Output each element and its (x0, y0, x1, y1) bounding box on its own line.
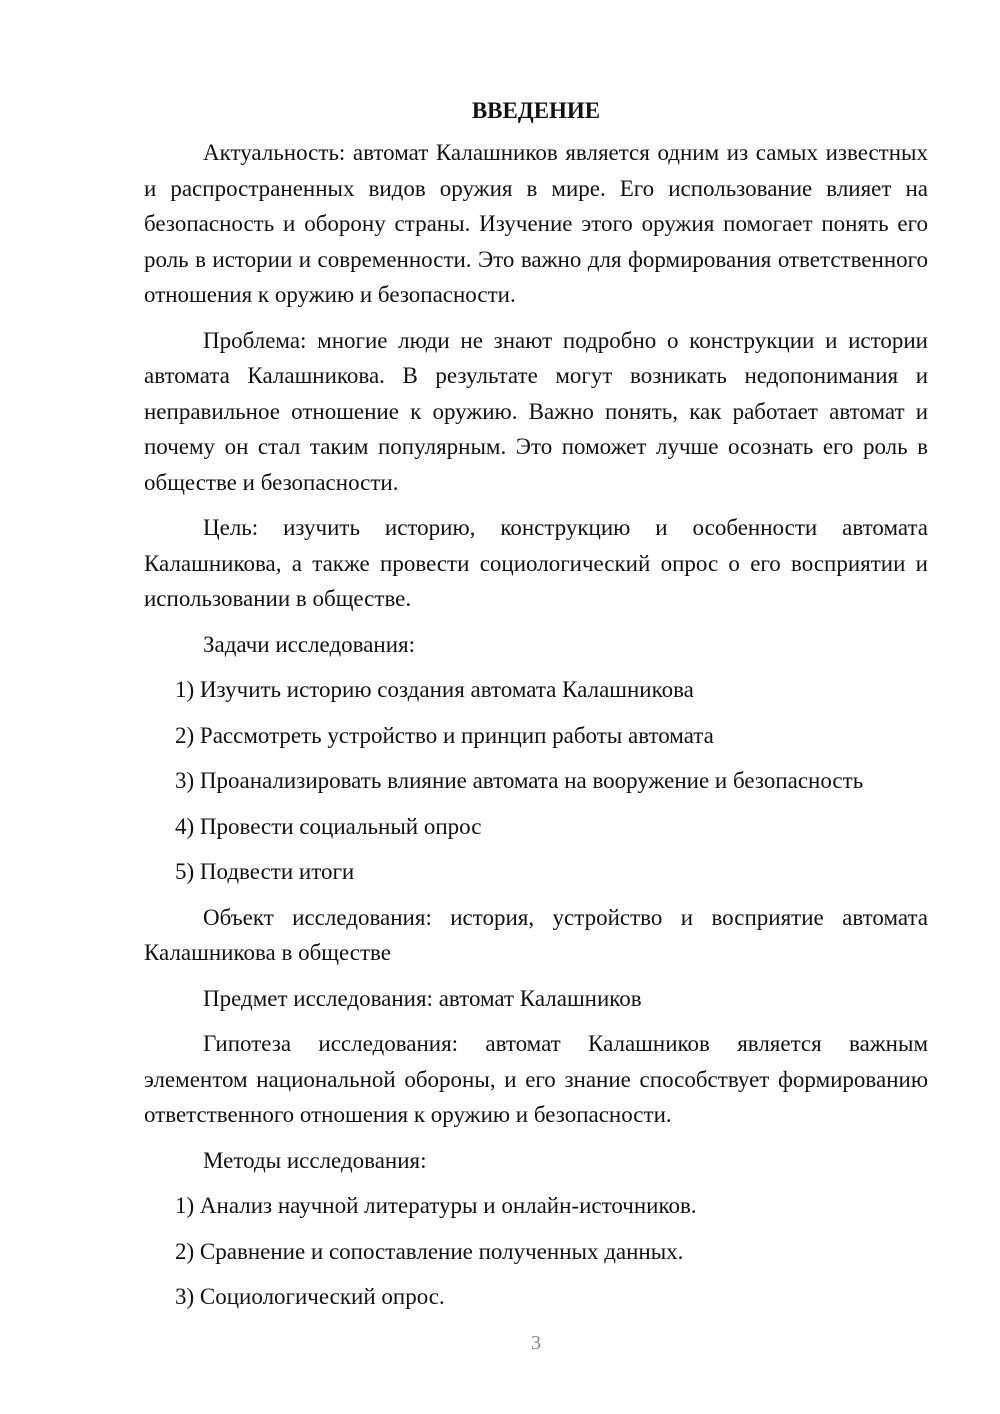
method-item: 2) Сравнение и сопоставление полученных данных. (175, 1238, 684, 1264)
problem-paragraph: Проблема: многие люди не знают подробно о конструкции и истории автомата Калашникова. В результате могут возникать недопонимания и неправильное отношение к оружию. Важно понять, как работает автомат и почему он стал таким популярным. Это поможет лучше осознать его роль в обществе и безопасности. (144, 327, 928, 495)
task-item: 4) Провести социальный опрос (175, 813, 482, 839)
relevance-paragraph: Актуальность: автомат Калашников является одним из самых известных и распространенных видов оружия в мире. Его использование влияет на безопасность и оборону страны. Изучение этого оружия помогает понять его роль в истории и современности. Это важно для формирования ответственного отношения к оружию и безопасности. (144, 140, 928, 307)
goal-paragraph: Цель: изучить историю, конструкцию и особенности автомата Калашникова, а также провести социологический опрос о его восприятии и использовании в обществе. (144, 515, 928, 611)
methods-heading: Методы исследования: (203, 1147, 427, 1173)
method-item: 3) Социологический опрос. (175, 1284, 445, 1309)
task-item: 3) Проанализировать влияние автомата на вооружение и безопасность (175, 768, 864, 793)
tasks-heading: Задачи исследования: (203, 631, 416, 657)
task-item: 1) Изучить историю создания автомата Калашникова (175, 677, 694, 702)
task-item: 2) Рассмотреть устройство и принцип работы автомата (175, 722, 714, 748)
section-title: ВВЕДЕНИЕ (471, 98, 601, 123)
task-item: 5) Подвести итоги (175, 859, 355, 884)
object-paragraph: Объект исследования: история, устройство и восприятие автомата Калашникова в обществе (144, 904, 928, 965)
subject-paragraph: Предмет исследования: автомат Калашников (203, 985, 642, 1011)
hypothesis-paragraph: Гипотеза исследования: автомат Калашников является важным элементом национальной обороны, и его знание способствует формированию ответственного отношения к оружию и безопасности. (144, 1031, 928, 1127)
page-number: 3 (531, 1332, 541, 1354)
method-item: 1) Анализ научной литературы и онлайн-источников. (175, 1193, 697, 1218)
